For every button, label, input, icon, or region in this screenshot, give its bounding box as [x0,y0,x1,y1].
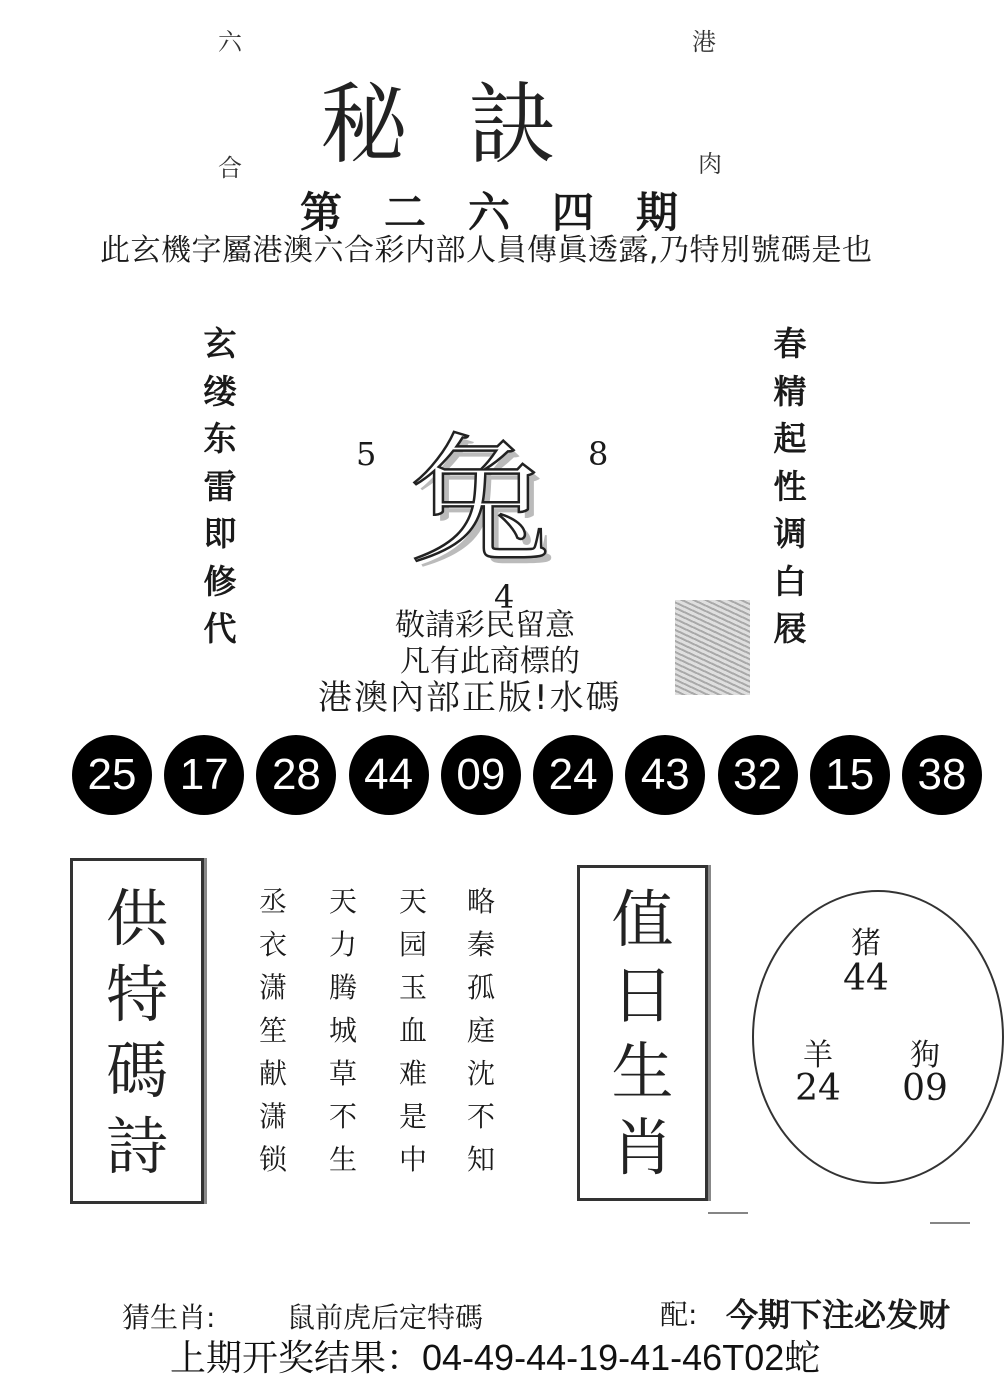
number-ball: 09 [441,735,521,815]
right-verse-char: 屐 [773,609,807,648]
number-balls [72,735,982,815]
right-verse-char: 调 [773,514,807,553]
number-ball: 17 [164,735,244,815]
subtitle: 此玄機字屬港澳六合彩内部人員傳眞透露,乃特別號碼是也 [100,233,873,268]
corner-bottom-left: 合 [218,154,242,182]
poem-char: 秦 [466,928,495,961]
divider [708,1212,748,1214]
poem-char: 天 [398,885,427,918]
number-ball: 32 [718,735,798,815]
poem-char: 丞 [258,885,287,918]
poem-char: 知 [466,1143,495,1176]
number-ball: 28 [256,735,336,815]
issue-number: 第二六四期 [300,188,721,237]
poem-char: 略 [466,885,495,918]
left-verse-char: 修 [203,561,237,601]
number-right: 8 [588,435,609,473]
corner-top-left: 六 [218,28,242,56]
poem-char: 献 [258,1057,287,1090]
poem-char: 笙 [258,1014,287,1047]
guess-text: 鼠前虎后定特碼 [287,1301,484,1334]
slogan: 今期下注必发财 [726,1296,951,1334]
poem-char: 锁 [258,1143,287,1176]
poem-char: 庭 [466,1014,495,1047]
left-verse-column [195,320,245,653]
zodiac-left: 羊 [803,1038,833,1073]
number-ball: 38 [902,735,982,815]
box-char: 生 [611,1035,674,1108]
poem-char: 园 [398,928,427,961]
number-ball: 44 [349,735,429,815]
box-char: 特 [105,958,168,1031]
left-verse-char: 即 [203,514,237,553]
number-left: 5 [356,435,377,473]
zodiac-top-number: 44 [843,958,889,999]
corner-bottom-right: 肉 [698,150,722,178]
daily-zodiac-box [577,865,708,1201]
zodiac-character: 兔 [410,421,551,584]
poem-char: 中 [398,1143,427,1176]
box-char: 供 [105,882,168,955]
zodiac-top: 猪 [851,926,881,961]
poem-char: 难 [398,1057,427,1090]
zodiac-right-number: 09 [902,1068,948,1109]
poem-char: 是 [398,1100,427,1133]
zodiac-left-number: 24 [795,1068,841,1109]
poem-char: 潇 [258,971,287,1004]
poem-column-3 [393,880,433,1181]
number-ball: 15 [810,735,890,815]
stamp-image [675,600,750,695]
poem-char: 腾 [328,971,357,1004]
right-verse-char: 春 [773,324,807,363]
box-char: 日 [611,959,674,1032]
box-char: 肖 [611,1111,674,1184]
left-verse-char: 玄 [203,324,237,363]
notice-line-3: 港澳內部正版!水碼 [318,678,622,718]
poem-char: 生 [328,1143,357,1176]
poem-column-4 [461,880,501,1181]
poem-column-1 [253,880,293,1181]
number-ball: 25 [72,735,152,815]
notice-line-2: 凡有此商標的 [400,644,580,679]
box-char: 碼 [105,1034,168,1107]
left-verse-char: 缕 [203,371,237,411]
right-verse-char: 精 [773,371,807,411]
right-verse-char: 性 [773,466,807,506]
guess-label: 猜生肖: [122,1301,216,1334]
page-title: 秘訣 [320,73,617,176]
left-verse-char: 东 [203,419,237,458]
last-result: 上期开奖结果：04-49-44-19-41-46T02蛇 [170,1337,821,1378]
number-ball: 24 [533,735,613,815]
poem-char: 玉 [398,971,427,1004]
number-bottom: 4 [494,578,515,616]
poem-char: 天 [328,885,357,918]
box-char: 值 [611,883,674,956]
right-verse-char: 起 [773,419,807,458]
poem-char: 力 [328,928,357,961]
poem-char: 沈 [466,1057,495,1090]
poem-char: 孤 [466,971,495,1004]
poem-char: 潇 [258,1100,287,1133]
special-code-poem-box [70,858,204,1204]
box-char: 詩 [105,1110,168,1183]
poem-char: 衣 [258,928,287,961]
poem-char: 不 [328,1100,357,1133]
poem-char: 草 [328,1057,357,1090]
divider [930,1222,970,1224]
zodiac-right: 狗 [910,1038,940,1073]
poem-char: 不 [466,1100,495,1133]
number-ball: 43 [625,735,705,815]
poem-column-2 [323,880,363,1181]
right-verse-char: 白 [773,561,807,601]
notice-line-1: 敬請彩民留意 [395,608,575,643]
left-verse-char: 雷 [203,466,237,506]
left-verse-char: 代 [203,609,237,648]
poem-char: 血 [398,1014,427,1047]
pei-label: 配: [660,1298,698,1331]
right-verse-column [765,320,815,653]
corner-top-right: 港 [692,28,716,56]
poem-char: 城 [328,1014,357,1047]
